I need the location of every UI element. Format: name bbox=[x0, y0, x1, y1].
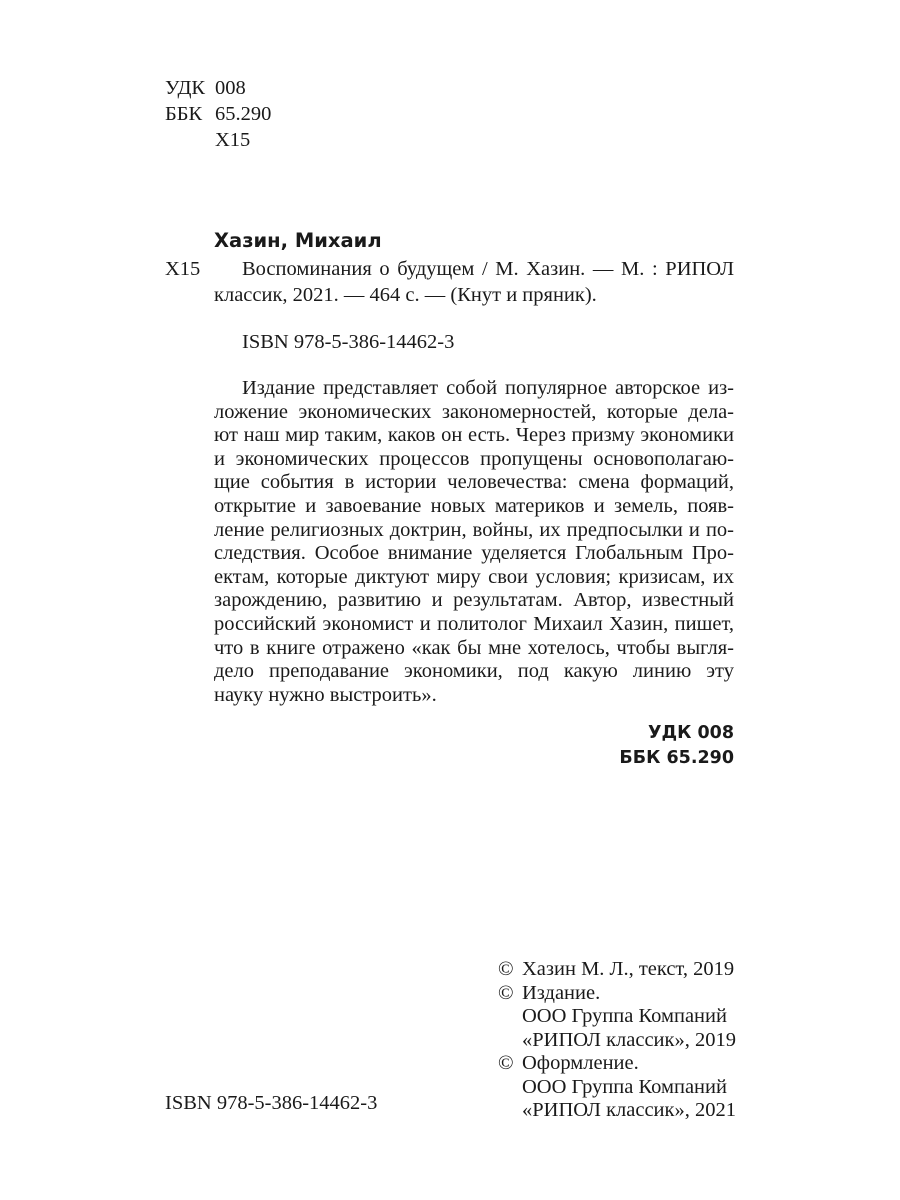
udk-row bbox=[165, 75, 271, 101]
bibliographic-citation bbox=[214, 256, 734, 308]
copyright-text-line: Хазин М. Л., текст, 2019 bbox=[522, 958, 735, 980]
abstract-line: следствия. Особое внимание уделяется Глобальным Про- bbox=[214, 542, 734, 565]
copyright-edition-company: ООО Группа Компаний bbox=[522, 1005, 727, 1027]
abstract-line: что в книге отражено «как бы мне хотелось, чтобы выгля- bbox=[214, 636, 734, 659]
abstract-line: ложение экономических закономерностей, которые дела- bbox=[214, 400, 734, 423]
abstract-line: открытие и завоевание новых материков и земель, появ- bbox=[214, 494, 734, 517]
copyright-design-line: «РИПОЛ классик», 2021 bbox=[522, 1099, 736, 1121]
copyright-edition-company-row bbox=[498, 1005, 736, 1029]
bbk-row bbox=[165, 101, 271, 127]
udk-label: УДК bbox=[165, 77, 206, 99]
copyright-edition-line-row bbox=[498, 1029, 736, 1053]
copyright-block bbox=[498, 958, 736, 1123]
abstract-text bbox=[214, 377, 734, 707]
abstract-line: ют наш мир таким, каков он есть. Через призму экономики bbox=[214, 424, 734, 447]
abstract-line: Издание представляет собой популярное авторское из- bbox=[242, 377, 734, 399]
entry-author-code: Х15 bbox=[165, 258, 201, 280]
classification-codes bbox=[165, 75, 271, 153]
abstract-line: дело преподавание экономики, под какую линию эту bbox=[214, 660, 734, 683]
udk-value: 008 bbox=[215, 77, 246, 99]
abstract-line: зарождению, развитию и результатам. Автор, известный bbox=[214, 589, 734, 612]
author-code-row bbox=[165, 127, 271, 153]
copyright-symbol: © bbox=[498, 981, 514, 1004]
abstract-line: российский экономист и политолог Михаил Хазин, пишет, bbox=[214, 612, 734, 635]
abstract-line: щие события в истории человечества: смена формаций, bbox=[214, 471, 734, 494]
copyright-edition-row bbox=[498, 982, 736, 1006]
copyright-symbol: © bbox=[498, 958, 514, 980]
abstract-line: науку нужно выстроить». bbox=[214, 683, 437, 706]
citation-line-2: классик, 2021. — 464 с. — (Кнут и пряник). bbox=[214, 284, 597, 306]
footer-classification-codes bbox=[619, 721, 734, 771]
bottom-isbn: ISBN 978-5-386-14462-3 bbox=[165, 1092, 378, 1114]
copyright-edition-line: «РИПОЛ классик», 2019 bbox=[522, 1028, 736, 1051]
abstract-line: и экономических процессов пропущены основополагаю- bbox=[214, 447, 734, 470]
copyright-design-company: ООО Группа Компаний bbox=[522, 1075, 727, 1098]
author-code: Х15 bbox=[215, 129, 251, 151]
footer-udk: УДК 008 bbox=[647, 723, 734, 743]
copyright-design-label: Оформление. bbox=[522, 1052, 639, 1074]
copyright-edition-label: Издание. bbox=[522, 981, 601, 1004]
abstract-line: ление религиозных доктрин, войны, их предпосылки и по- bbox=[214, 518, 734, 541]
copyright-design-row bbox=[498, 1052, 736, 1076]
entry-isbn: ISBN 978-5-386-14462-3 bbox=[242, 331, 455, 353]
author-name: Хазин, Михаил bbox=[214, 229, 382, 252]
copyright-design-line-row bbox=[498, 1099, 736, 1123]
bbk-label: ББК bbox=[165, 103, 203, 125]
copyright-symbol: © bbox=[498, 1052, 514, 1074]
footer-bbk: ББК 65.290 bbox=[619, 748, 734, 768]
copyright-design-company-row bbox=[498, 1076, 736, 1100]
citation-line-1: Воспоминания о будущем / М. Хазин. — М. : РИПОЛ bbox=[242, 258, 734, 280]
bbk-value: 65.290 bbox=[215, 103, 272, 125]
abstract-line: ектам, которые диктуют миру свои условия; кризисам, их bbox=[214, 565, 734, 588]
copyright-text-row bbox=[498, 958, 736, 982]
